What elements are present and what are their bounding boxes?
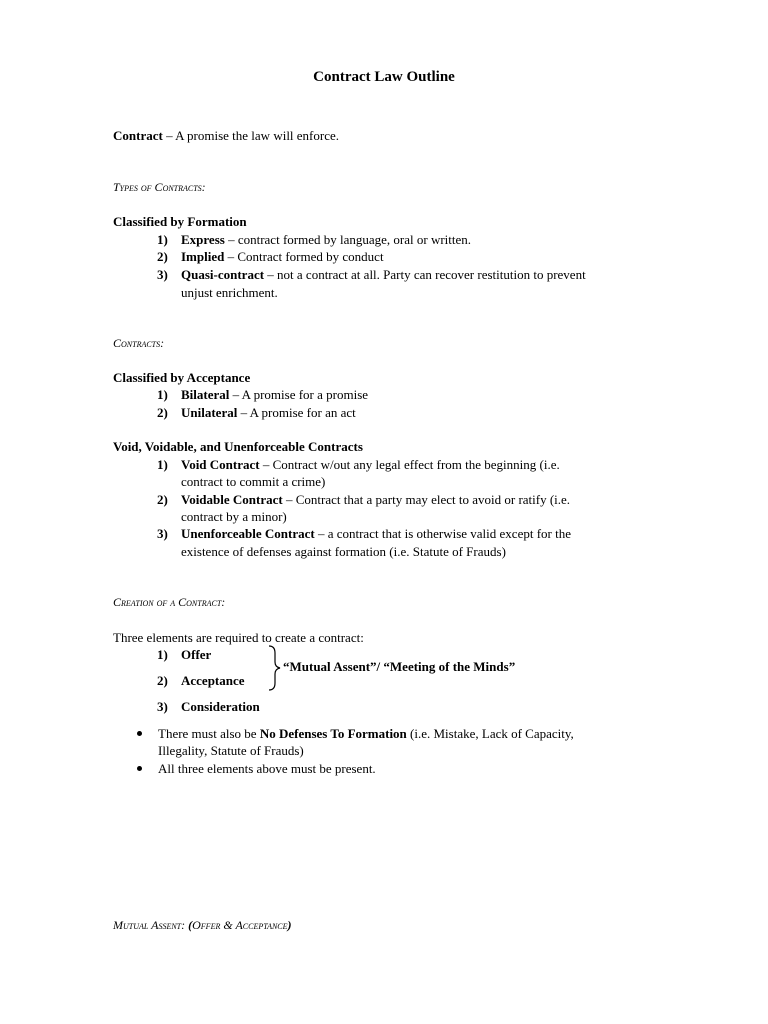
list-text: – A promise for a promise bbox=[229, 387, 369, 402]
bullet-item: All three elements above must be present. bbox=[158, 761, 376, 776]
bullet-icon bbox=[137, 766, 142, 771]
list-item-continuation: contract by a minor) bbox=[181, 509, 287, 524]
paren-close: ) bbox=[287, 918, 292, 932]
list-number: 2) bbox=[157, 673, 168, 688]
list-term: Acceptance bbox=[181, 673, 245, 688]
list-item bbox=[157, 698, 260, 715]
list-term: Unenforceable Contract bbox=[181, 526, 315, 541]
list-term: Void Contract bbox=[181, 457, 260, 472]
curly-brace-icon bbox=[264, 644, 284, 692]
bullet-item-continuation: Illegality, Statute of Frauds) bbox=[158, 743, 304, 758]
bullet-text: (i.e. Mistake, Lack of Capacity, bbox=[406, 726, 574, 741]
section-mutual-assent-heading bbox=[113, 916, 292, 934]
list-number: 2) bbox=[157, 492, 168, 507]
list-number: 2) bbox=[157, 405, 168, 420]
void-heading: Void, Voidable, and Unenforceable Contracts bbox=[113, 439, 363, 454]
list-number: 1) bbox=[157, 232, 168, 247]
list-term: Implied bbox=[181, 249, 225, 264]
definition-text: – A promise the law will enforce. bbox=[162, 128, 340, 143]
list-term: Express bbox=[181, 232, 225, 247]
list-number: 3) bbox=[157, 526, 168, 541]
list-item-continuation: existence of defenses against formation (i.e. Statute of Frauds) bbox=[181, 544, 506, 559]
contract-definition bbox=[113, 127, 339, 144]
bullet-text: There must also be bbox=[158, 726, 260, 741]
list-item bbox=[157, 248, 384, 265]
list-number: 3) bbox=[157, 699, 168, 714]
paren-open: ( bbox=[188, 918, 193, 932]
section-types-heading: Types of Contracts: bbox=[113, 180, 206, 194]
list-text: – Contract formed by conduct bbox=[224, 249, 384, 264]
list-term: Offer bbox=[181, 647, 212, 662]
list-item-continuation: unjust enrichment. bbox=[181, 285, 278, 300]
formation-heading: Classified by Formation bbox=[113, 214, 247, 229]
definition-term: Contract bbox=[113, 128, 163, 143]
list-item bbox=[157, 491, 570, 508]
list-term: Consideration bbox=[181, 699, 260, 714]
list-text: – A promise for an act bbox=[237, 405, 356, 420]
list-term: Voidable Contract bbox=[181, 492, 283, 507]
list-text: – Contract w/out any legal effect from the beginning (i.e. bbox=[259, 457, 560, 472]
bullet-bold: No Defenses To Formation bbox=[259, 726, 407, 741]
list-item bbox=[157, 456, 560, 473]
mutual-assent-prefix: Mutual Assent: bbox=[113, 918, 189, 932]
list-number: 1) bbox=[157, 457, 168, 472]
list-number: 1) bbox=[157, 647, 168, 662]
list-item bbox=[157, 525, 571, 542]
section-contracts-heading: Contracts: bbox=[113, 336, 165, 350]
list-number: 2) bbox=[157, 249, 168, 264]
list-item bbox=[157, 672, 245, 689]
acceptance-heading: Classified by Acceptance bbox=[113, 370, 251, 385]
list-term: Bilateral bbox=[181, 387, 230, 402]
list-number: 1) bbox=[157, 387, 168, 402]
list-item bbox=[157, 404, 356, 421]
list-text: – not a contract at all. Party can recover restitution to prevent bbox=[264, 267, 586, 282]
list-item bbox=[157, 386, 368, 403]
mutual-assent-inner: Offer & Acceptance bbox=[192, 918, 288, 932]
list-term: Quasi-contract bbox=[181, 267, 265, 282]
list-term: Unilateral bbox=[181, 405, 238, 420]
list-item bbox=[157, 231, 471, 248]
creation-intro: Three elements are required to create a contract: bbox=[113, 630, 364, 645]
bullet-item bbox=[158, 725, 574, 742]
list-item bbox=[157, 266, 586, 283]
section-creation-heading: Creation of a Contract: bbox=[113, 595, 226, 609]
list-text: – contract formed by language, oral or written. bbox=[224, 232, 472, 247]
list-item-continuation: contract to commit a crime) bbox=[181, 474, 326, 489]
page-title: Contract Law Outline bbox=[313, 69, 455, 85]
list-number: 3) bbox=[157, 267, 168, 282]
bullet-icon bbox=[137, 731, 142, 736]
list-item bbox=[157, 646, 211, 663]
list-text: – a contract that is otherwise valid except for the bbox=[314, 526, 571, 541]
mutual-assent-label: “Mutual Assent”/ “Meeting of the Minds” bbox=[283, 659, 516, 674]
list-text: – Contract that a party may elect to avoid or ratify (i.e. bbox=[282, 492, 571, 507]
